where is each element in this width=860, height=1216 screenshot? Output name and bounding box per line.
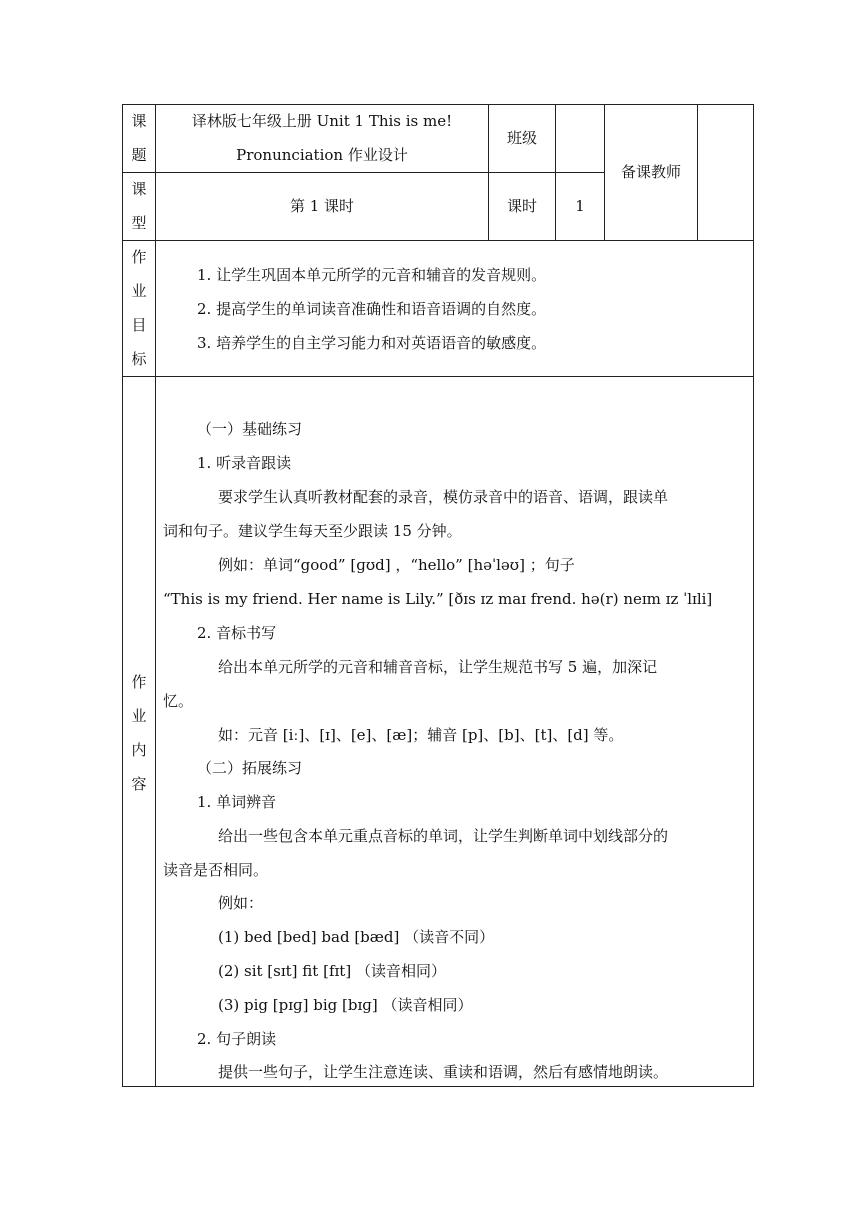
goal-item: 2. 提高学生的单词读音准确性和语音语调的自然度。 <box>197 300 547 318</box>
table-border-bottom <box>122 1086 754 1087</box>
topic-label: 课 题 <box>131 112 147 164</box>
table-border-right <box>753 104 754 1087</box>
example-line: 例如：单词“good” [ɡʊd] ，“hello” [həˈləʊ] ；句子 <box>218 556 575 574</box>
example-line: (2) sit [sɪt] fit [fɪt] （读音相同） <box>218 962 446 980</box>
paragraph-line: 要求学生认真听教材配套的录音，模仿录音中的语音、语调，跟读单 <box>218 488 669 506</box>
row-divider-header-goals <box>122 240 754 241</box>
example-line: (1) bed [bed] bad [bæd] （读音不同） <box>218 928 495 946</box>
teacher-label: 备课教师 <box>620 163 681 181</box>
section-heading-extension: （二）拓展练习 <box>197 759 303 777</box>
exercise-title: 2. 音标书写 <box>197 624 277 642</box>
goal-item: 3. 培养学生的自主学习能力和对英语语音的敏感度。 <box>197 334 547 352</box>
paragraph-line: 给出一些包含本单元重点音标的单词，让学生判断单词中划线部分的 <box>218 827 669 845</box>
type-label: 课 型 <box>131 180 147 232</box>
paragraph-line: 词和句子。建议学生每天至少跟读 15 分钟。 <box>163 522 462 540</box>
topic-title-line1: 译林版七年级上册 Unit 1 This is me! <box>191 112 453 130</box>
exercise-title: 1. 单词辨音 <box>197 793 277 811</box>
example-line: 如：元音 [iː]、[ɪ]、[e]、[æ]；辅音 [p]、[b]、[t]、[d] 等。 <box>218 726 624 744</box>
topic-title <box>156 104 488 172</box>
hours-value: 1 <box>575 197 585 215</box>
paragraph-line: 忆。 <box>163 692 194 710</box>
example-line: “This is my friend. Her name is Lily.” [ðɪs ɪz maɪ frend. hə(r) neɪm ɪz ˈlɪli] <box>163 590 713 608</box>
row-divider-goals-content <box>122 376 754 377</box>
example-line: (3) pig [pɪɡ] big [bɪɡ] （读音相同） <box>218 996 473 1014</box>
class-value <box>556 104 604 172</box>
exercise-title: 1. 听录音跟读 <box>197 454 292 472</box>
type-value: 第 1 课时 <box>289 197 355 215</box>
goal-item: 1. 让学生巩固本单元所学的元音和辅音的发音规则。 <box>197 266 547 284</box>
class-label: 班级 <box>506 129 537 147</box>
paragraph-line: 给出本单元所学的元音和辅音音标，让学生规范书写 5 遍，加深记 <box>218 658 658 676</box>
label-column-divider <box>155 104 156 1087</box>
exercise-title: 2. 句子朗读 <box>197 1030 277 1048</box>
content-label: 作 业 内 容 <box>131 673 147 793</box>
teacher-value <box>698 104 753 240</box>
example-line: 例如： <box>218 894 264 912</box>
paragraph-line: 提供一些句子，让学生注意连读、重读和语调，然后有感情地朗读。 <box>218 1063 669 1081</box>
hours-label: 课时 <box>506 197 537 215</box>
section-heading-basic: （一）基础练习 <box>197 420 303 438</box>
paragraph-line: 读音是否相同。 <box>163 861 269 879</box>
topic-title-line2: Pronunciation 作业设计 <box>236 146 408 164</box>
goals-label: 作 业 目 标 <box>131 248 147 368</box>
